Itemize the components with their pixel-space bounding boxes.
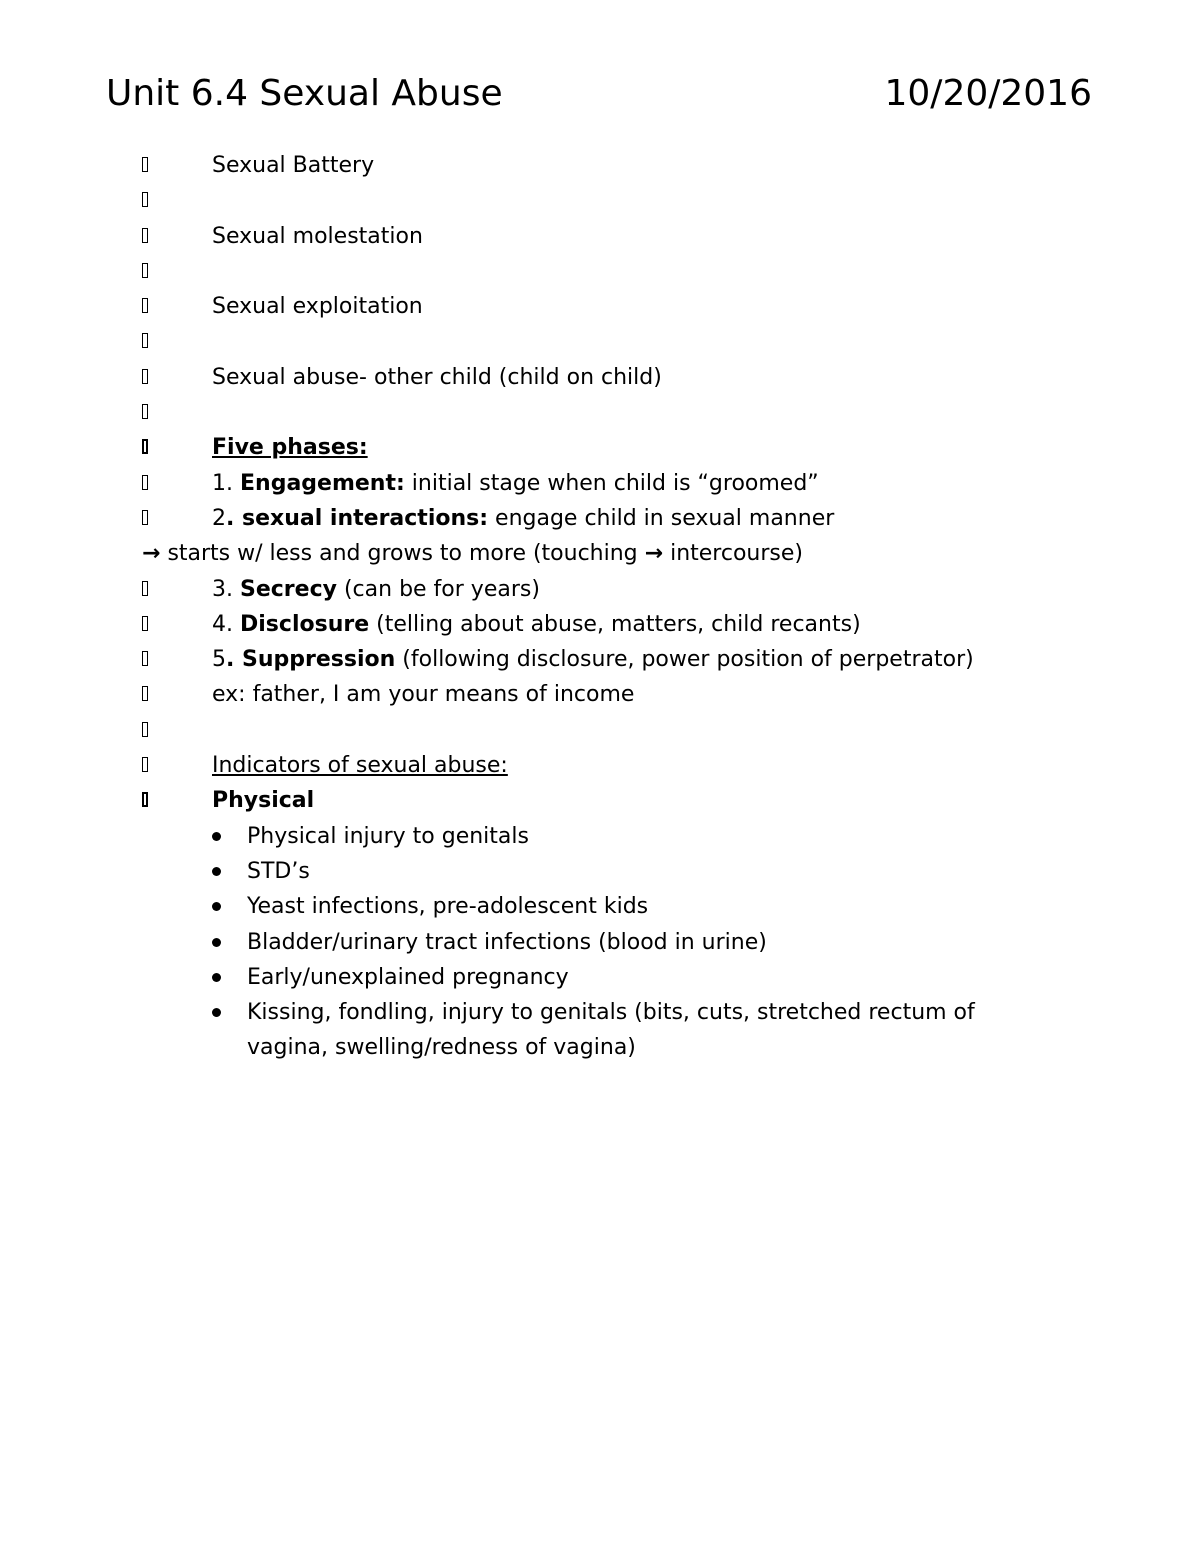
- bullet-dot-icon: [212, 1008, 221, 1017]
- list-item-empty: [0, 395, 1200, 430]
- bullet-item: [0, 854, 1200, 889]
- missing-glyph-box-icon: [142, 510, 148, 525]
- list-item: [0, 360, 1200, 395]
- list-item: [0, 748, 1200, 783]
- type-sexual-molestation: Sexual molestation: [212, 223, 423, 249]
- missing-glyph-box-icon: [142, 404, 148, 419]
- phase-sexual-interactions: 2. sexual interactions: engage child in sexual manner: [212, 505, 835, 531]
- bullet-text: Early/unexplained pregnancy: [247, 964, 569, 990]
- bullet-text: STD’s: [247, 858, 310, 884]
- phase-item: [0, 466, 1200, 501]
- bullet-continuation: [0, 1030, 1200, 1065]
- bullet-dot-icon: [212, 973, 221, 982]
- list-item-empty: [0, 254, 1200, 289]
- phase-suppression: 5. Suppression (following disclosure, power position of perpetrator): [212, 647, 974, 673]
- missing-glyph-box-icon: [142, 369, 148, 384]
- phase-secrecy: 3. Secrecy (can be for years): [212, 576, 540, 602]
- five-phases-heading: Five phases:: [212, 435, 368, 461]
- bullet-item: [0, 819, 1200, 854]
- bullet-dot-icon: [212, 938, 221, 947]
- indicators-heading: Indicators of sexual abuse:: [212, 753, 508, 779]
- phase-item: [0, 501, 1200, 536]
- missing-glyph-box-icon: [142, 333, 148, 348]
- bullet-dot-icon: [212, 832, 221, 841]
- bullet-item: [0, 925, 1200, 960]
- phase-disclosure: 4. Disclosure (telling about abuse, matters, child recants): [212, 611, 861, 637]
- list-item: [0, 783, 1200, 818]
- phase-note: [0, 536, 1200, 571]
- list-item: [0, 219, 1200, 254]
- missing-glyph-box-icon: [142, 581, 148, 596]
- missing-glyph-box-icon: [142, 686, 148, 701]
- list-item: [0, 289, 1200, 324]
- bullet-text: Physical injury to genitals: [247, 823, 529, 849]
- notes-body: [0, 148, 1200, 1066]
- bullet-dot-icon: [212, 867, 221, 876]
- list-item-empty: [0, 183, 1200, 218]
- page-date: 10/20/2016: [884, 73, 1092, 114]
- list-item: [0, 430, 1200, 465]
- physical-heading: Physical: [212, 788, 315, 814]
- missing-glyph-box-icon: [142, 157, 148, 172]
- missing-glyph-box-icon: [142, 439, 148, 454]
- list-item: [0, 677, 1200, 712]
- missing-glyph-box-icon: [142, 651, 148, 666]
- missing-glyph-box-icon: [142, 475, 148, 490]
- phase-item: [0, 572, 1200, 607]
- phase-item: [0, 607, 1200, 642]
- missing-glyph-box-icon: [142, 757, 148, 772]
- missing-glyph-box-icon: [142, 298, 148, 313]
- bullet-item: [0, 995, 1200, 1030]
- bullet-item: [0, 960, 1200, 995]
- page-title: Unit 6.4 Sexual Abuse: [106, 73, 503, 114]
- missing-glyph-box-icon: [142, 616, 148, 631]
- right-arrow-icon: →: [142, 541, 161, 567]
- bullet-text: Yeast infections, pre-adolescent kids: [247, 894, 649, 920]
- missing-glyph-box-icon: [142, 722, 148, 737]
- phase-item: [0, 642, 1200, 677]
- list-item-empty: [0, 713, 1200, 748]
- missing-glyph-box-icon: [142, 263, 148, 278]
- type-sexual-exploitation: Sexual exploitation: [212, 294, 423, 320]
- list-item: [0, 148, 1200, 183]
- type-sexual-battery: Sexual Battery: [212, 153, 375, 178]
- list-item-empty: [0, 324, 1200, 359]
- bullet-item: [0, 889, 1200, 924]
- phase-example: ex: father, I am your means of income: [212, 682, 635, 708]
- missing-glyph-box-icon: [142, 192, 148, 207]
- bullet-continuation-text: vagina, swelling/redness of vagina): [247, 1035, 636, 1061]
- missing-glyph-box-icon: [142, 228, 148, 243]
- right-arrow-icon: →: [644, 541, 664, 567]
- bullet-dot-icon: [212, 902, 221, 911]
- bullet-text: Bladder/urinary tract infections (blood in urine): [247, 929, 767, 955]
- phase-engagement: 1. Engagement: initial stage when child is “groomed”: [212, 470, 819, 496]
- missing-glyph-box-icon: [142, 792, 148, 807]
- phase-note-text: → starts w/ less and grows to more (touching → intercourse): [142, 541, 803, 567]
- type-sexual-abuse-other-child: Sexual abuse- other child (child on child): [212, 364, 662, 390]
- bullet-text: Kissing, fondling, injury to genitals (bits, cuts, stretched rectum of: [247, 1000, 975, 1026]
